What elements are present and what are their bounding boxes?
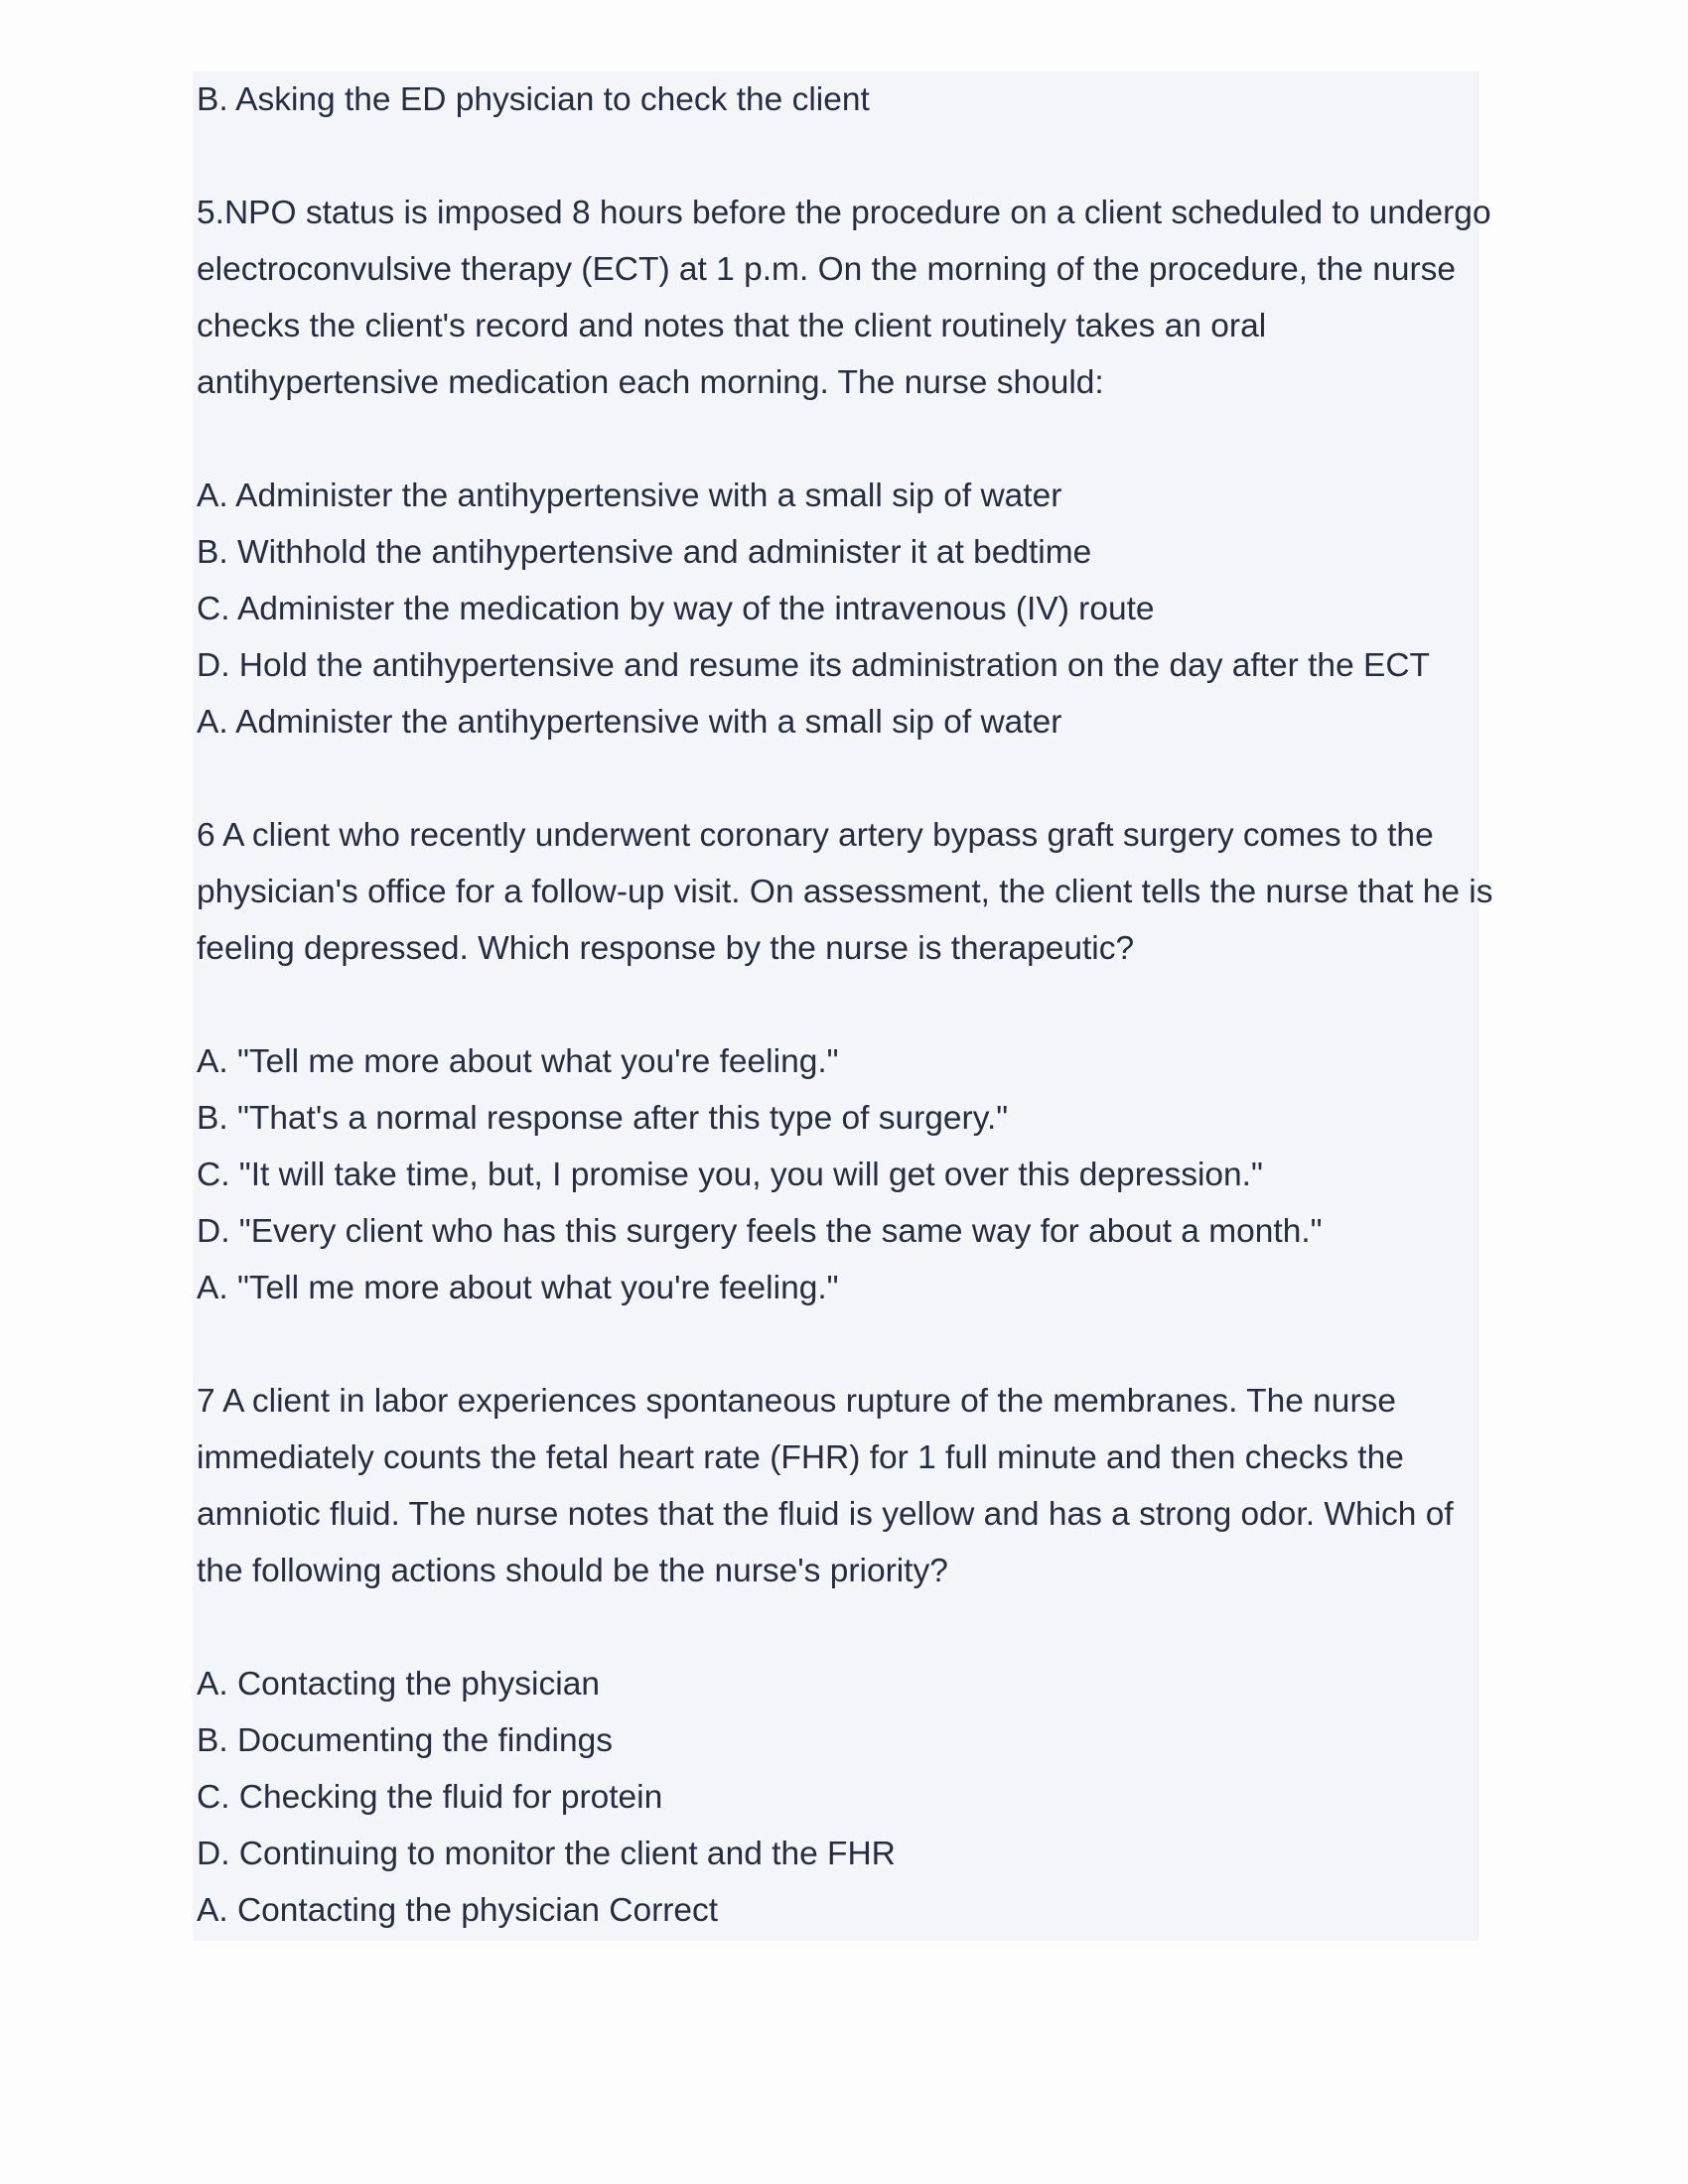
option-line: A. Contacting the physician (197, 1666, 600, 1703)
option-line: D. Continuing to monitor the client and the FHR (197, 1836, 896, 1872)
option-line: A. Administer the antihypertensive with a small sip of water (197, 478, 1062, 514)
option-line: A. "Tell me more about what you're feeling." (197, 1043, 839, 1080)
answer-line: A. Contacting the physician Correct (197, 1892, 719, 1929)
question-5-line: antihypertensive medication each morning. The nurse should: (197, 364, 1104, 401)
question-6-line: 6 A client who recently underwent coronary artery bypass graft surgery comes to the (197, 817, 1434, 854)
question-7-line: 7 A client in labor experiences spontaneous rupture of the membranes. The nurse (197, 1383, 1396, 1420)
spacer (197, 411, 1479, 468)
answer-line: B. Asking the ED physician to check the client (197, 81, 870, 118)
option-line: D. "Every client who has this surgery feels the same way for about a month." (197, 1213, 1323, 1250)
question-6-line: physician's office for a follow-up visit. On assessment, the client tells the nurse that he is (197, 874, 1493, 910)
question-5-line: checks the client's record and notes that the client routinely takes an oral (197, 308, 1267, 344)
question-7-line: amniotic fluid. The nurse notes that the fluid is yellow and has a strong odor. Which of (197, 1496, 1454, 1533)
question-5-line: 5.NPO status is imposed 8 hours before the procedure on a client scheduled to undergo (197, 195, 1491, 231)
answer-line: A. Administer the antihypertensive with a small sip of water (197, 704, 1062, 741)
option-line: D. Hold the antihypertensive and resume its administration on the day after the ECT (197, 647, 1431, 684)
question-7-line: immediately counts the fetal heart rate (FHR) for 1 full minute and then checks the (197, 1439, 1404, 1476)
spacer (197, 751, 1479, 807)
content-block (193, 71, 1493, 1941)
question-6-line: feeling depressed. Which response by the nurse is therapeutic? (197, 930, 1135, 967)
option-line: C. "It will take time, but, I promise you, you will get over this depression." (197, 1157, 1263, 1193)
spacer (197, 1316, 1479, 1373)
spacer (197, 977, 1479, 1033)
option-line: B. Withhold the antihypertensive and administer it at bedtime (197, 534, 1092, 571)
question-7-line: the following actions should be the nurse's priority? (197, 1553, 948, 1589)
option-line: C. Administer the medication by way of the intravenous (IV) route (197, 591, 1155, 627)
spacer (197, 1599, 1479, 1656)
option-line: C. Checking the fluid for protein (197, 1779, 663, 1816)
question-5-line: electroconvulsive therapy (ECT) at 1 p.m. On the morning of the procedure, the nurse (197, 251, 1457, 288)
answer-line: A. "Tell me more about what you're feeling." (197, 1270, 839, 1306)
option-line: B. "That's a normal response after this type of surgery." (197, 1100, 1009, 1137)
spacer (197, 128, 1479, 185)
document-text (193, 71, 1493, 1939)
option-line: B. Documenting the findings (197, 1722, 613, 1759)
